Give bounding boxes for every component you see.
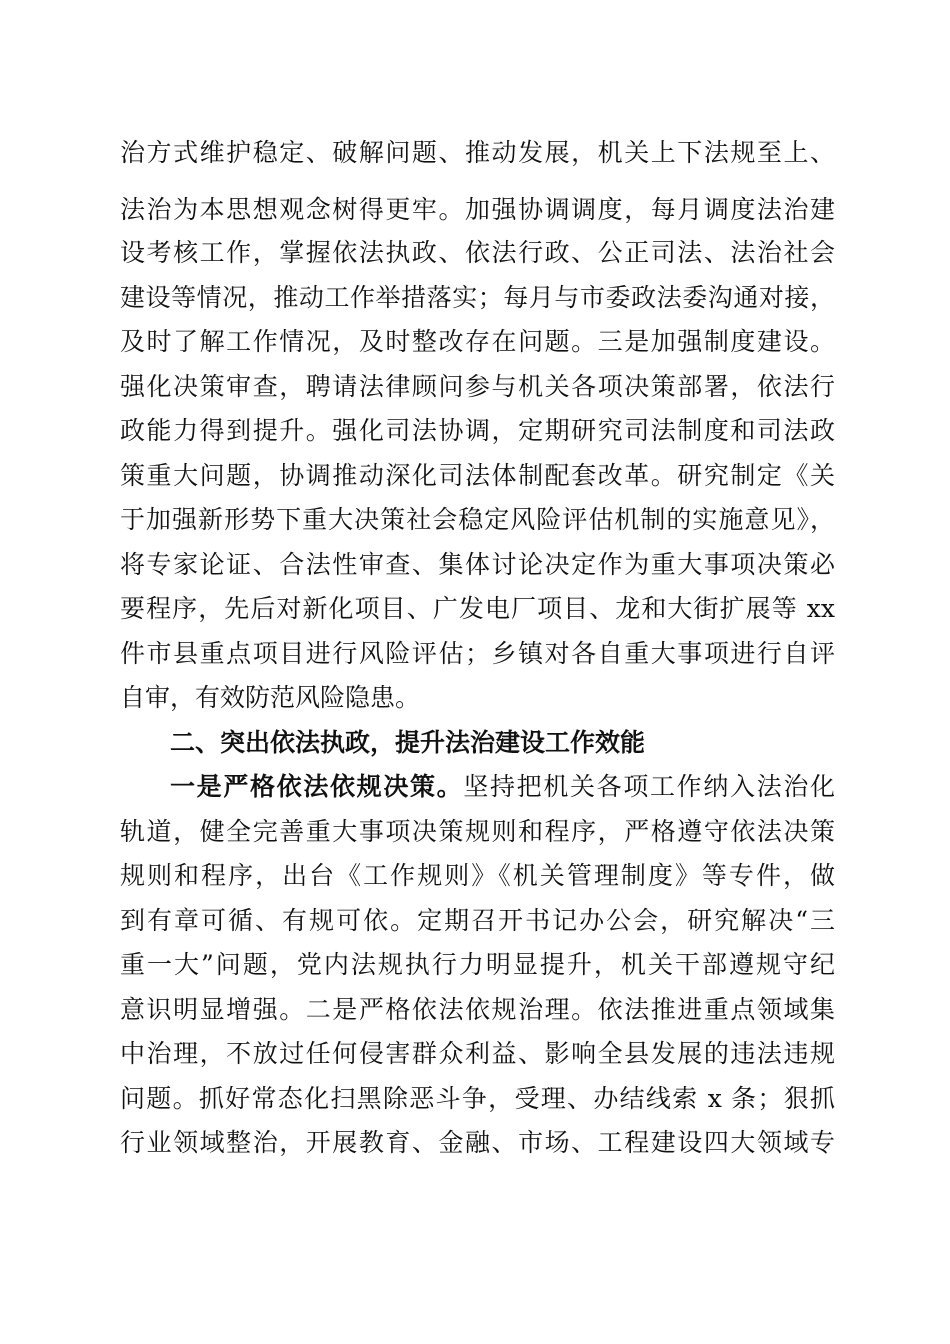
paragraph1-line-9: 于加强新形势下重大决策社会稳定风险评估机制的实施意见》， <box>120 505 835 534</box>
paragraph1-line-5: 及时了解工作情况，及时整改存在问题。三是加强制度建设。 <box>120 327 835 356</box>
section2-line-7: 中治理，不放过任何侵害群众利益、影响全县发展的违法违规 <box>120 1039 835 1068</box>
section-heading: 二、突出依法执政，提升法治建设工作效能 <box>170 728 646 757</box>
section2-line-2: 轨道，健全完善重大事项决策规则和程序，严格遵守依法决策 <box>120 817 835 846</box>
section2-line-3: 规则和程序，出台《工作规则》《机关管理制度》等专件，做 <box>120 861 835 890</box>
section2-first-line-rest: 坚持把机关各项工作纳入法治化 <box>463 772 835 801</box>
paragraph1-line-13: 自审，有效防范风险隐患。 <box>120 683 421 712</box>
section2-line-9: 行业领域整治，开展教育、金融、市场、工程建设四大领域专 <box>120 1128 835 1157</box>
section2-line-8: 问题。抓好常态化扫黑除恶斗争，受理、办结线索 x 条；狠抓 <box>120 1084 835 1113</box>
paragraph1-line-2: 法治为本思想观念树得更牢。加强协调调度，每月调度法治建 <box>120 195 835 224</box>
paragraph1-line-12: 件市县重点项目进行风险评估；乡镇对各自重大事项进行自评 <box>120 639 835 668</box>
paragraph1-line-10: 将专家论证、合法性审查、集体讨论决定作为重大事项决策必 <box>120 550 835 579</box>
paragraph1-line-8: 策重大问题，协调推动深化司法体制配套改革。研究制定《关 <box>120 461 835 490</box>
paragraph1-line-1: 治方式维护稳定、破解问题、推动发展，机关上下法规至上、 <box>120 138 835 167</box>
paragraph1-line-6: 强化决策审查，聘请法律顾问参与机关各项决策部署，依法行 <box>120 372 835 401</box>
section2-first-line <box>170 765 835 809</box>
section2-line-5: 重一大”问题，党内法规执行力明显提升，机关干部遵规守纪 <box>120 950 835 979</box>
paragraph1-line-3: 设考核工作，掌握依法执政、依法行政、公正司法、法治社会 <box>120 238 835 267</box>
paragraph1-line-7: 政能力得到提升。强化司法协调，定期研究司法制度和司法政 <box>120 416 835 445</box>
paragraph1-line-11: 要程序，先后对新化项目、广发电厂项目、龙和大街扩展等 xx <box>120 594 835 623</box>
paragraph1-line-4: 建设等情况，推动工作举措落实；每月与市委政法委沟通对接， <box>120 283 835 312</box>
section2-line-6: 意识明显增强。二是严格依法依规治理。依法推进重点领域集 <box>120 995 835 1024</box>
section2-line-4: 到有章可循、有规可依。定期召开书记办公会，研究解决“三 <box>120 906 835 935</box>
section2-lead-phrase: 一是严格依法依规决策。 <box>170 772 464 801</box>
